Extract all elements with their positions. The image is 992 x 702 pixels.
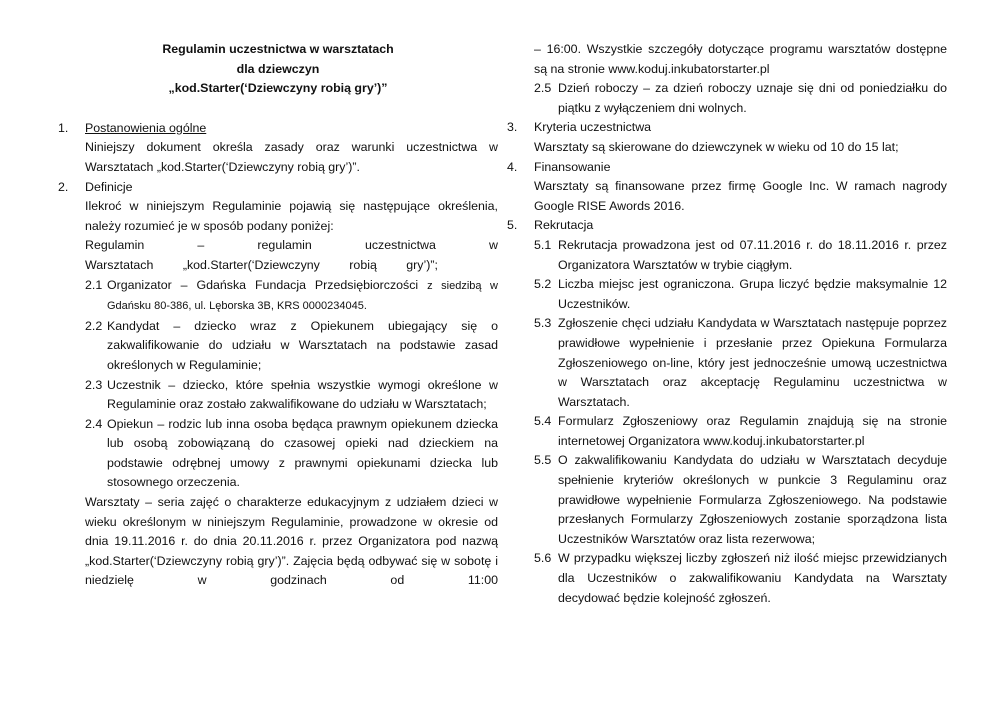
section-heading: Kryteria uczestnictwa	[534, 120, 652, 135]
section-heading: Rekrutacja	[534, 218, 594, 233]
item-text-small: z siedzibą w Gdańsku 80-386, ul. Lęborska 3B, KRS 0000234045.	[107, 279, 498, 313]
item-number: 2.4	[85, 416, 103, 431]
item-number: 2.2	[85, 318, 103, 333]
item-number: 2.1	[85, 277, 103, 292]
item-text: Kandydat – dziecko wraz z Opiekunem ubiegający się o zakwalifikowanie do udziału w Warsztatach na podstawie zasad określonych w Regulaminie;	[107, 318, 498, 372]
section-4	[507, 158, 947, 217]
rekrutacja-item	[507, 451, 947, 549]
item-text: Uczestnik – dziecko, które spełnia wszystkie wymogi określone w Regulaminie oraz zostało zakwalifikowane do udziału w Warsztatach;	[107, 377, 498, 412]
section-heading: Definicje	[85, 179, 133, 194]
item-text: Opiekun – rodzic lub inna osoba będąca prawnym opiekunem dziecka lub osobą zobowiązaną do czasowej opieki nad dzieckiem na podstawie odrębnej umowy z prawnymi opiekunami dziecka lub stosownego orzeczenia.	[107, 416, 498, 490]
definition-item	[58, 376, 498, 415]
section-3	[507, 118, 947, 157]
section-number: 3.	[507, 120, 518, 135]
item-text: Rekrutacja prowadzona jest od 07.11.2016 r. do 18.11.2016 r. przez Organizatora Warsztatów w trybie ciągłym.	[558, 237, 947, 272]
item-text: Liczba miejsc jest ograniczona. Grupa liczyć będzie maksymalnie 12 Uczestników.	[558, 277, 947, 311]
title-line-1: Regulamin uczestnictwa w warsztatach	[162, 42, 394, 56]
section-5	[507, 216, 947, 236]
item-text: Formularz Zgłoszeniowy oraz Regulamin znajdują się na stronie internetowej Organizatora www.koduj.inkubatorstarter.pl	[558, 414, 947, 448]
section-text: Niniejszy dokument określa zasady oraz warunki uczestnictwa w Warsztatach „kod.Starter(‘Dziewczyny robią gry’)”.	[85, 140, 498, 174]
section-number: 5.	[507, 218, 518, 233]
item-number: 5.2	[534, 277, 552, 292]
item-number: 2.3	[85, 377, 103, 392]
definition-warsztaty-continued	[507, 40, 947, 79]
item-number: 5.6	[534, 551, 552, 566]
title-line-2: dla dziewczyn	[236, 61, 320, 76]
definition-item	[58, 415, 498, 493]
definition-warsztaty: Warsztaty – seria zajęć o charakterze edukacyjnym z udziałem dzieci w wieku określonym w niniejszym Regulaminie, prowadzone w okresie od dnia 19.11.2016 r. do dnia 20.11.2016 r. przez Organizatora pod nazwą „kod.Starter(‘Dziewczyny robią gry’)”. Zajęcia będą odbywać się w sobotę i niedzielę w godzinach od 11:00	[85, 495, 498, 588]
definition-regulamin: Regulamin – regulamin uczestnictwa w Warsztatach „kod.Starter(‘Dziewczyny robią gry’)”;	[85, 238, 498, 272]
item-number: 5.1	[534, 237, 552, 252]
item-text: Dzień roboczy – za dzień roboczy uznaje się dni od poniedziałku do piątku z wyłączeniem dni wolnych.	[558, 81, 947, 115]
section-number: 4.	[507, 159, 518, 174]
rekrutacja-item	[507, 549, 947, 608]
definition-warsztaty-cont: – 16:00. Wszystkie szczegóły dotyczące programu warsztatów dostępne są na stronie www.koduj.inkubatorstarter.pl	[534, 42, 947, 76]
rekrutacja-item	[507, 275, 947, 314]
item-text: Organizator – Gdańska Fundacja Przedsiębiorczości	[107, 277, 419, 292]
section-1	[58, 119, 498, 178]
definition-item	[507, 79, 947, 118]
definitions-intro: Ilekroć w niniejszym Regulaminie pojawią się następujące określenia, należy rozumieć je w sposób podany poniżej:	[85, 199, 498, 233]
section-heading: Postanowienia ogólne	[85, 120, 207, 135]
item-text: W przypadku większej liczby zgłoszeń niż ilość miejsc przewidzianych dla Uczestników o zakwalifikowaniu Kandydata na Warsztaty decydować będzie kolejność zgłoszeń.	[558, 551, 947, 605]
item-number: 5.3	[534, 316, 552, 331]
section-text: Warsztaty są finansowane przez firmę Google Inc. W ramach nagrody Google RISE Awords 2016.	[534, 179, 947, 213]
section-number: 2.	[58, 179, 69, 194]
definition-item	[58, 317, 498, 376]
rekrutacja-item	[507, 412, 947, 451]
rekrutacja-item	[507, 314, 947, 412]
item-number: 5.5	[534, 453, 552, 468]
section-number: 1.	[58, 120, 69, 135]
item-number: 2.5	[534, 81, 552, 96]
definition-warsztaty-block	[58, 493, 498, 591]
item-number: 5.4	[534, 414, 552, 429]
definition-item	[58, 276, 498, 317]
section-heading: Finansowanie	[534, 159, 611, 174]
title-line-3: „kod.Starter(‘Dziewczyny robią gry’)”	[168, 81, 388, 96]
document-title	[58, 40, 498, 99]
rekrutacja-item	[507, 236, 947, 275]
item-text: O zakwalifikowaniu Kandydata do udziału w Warsztatach decyduje spełnienie kryteriów określonych w punkcie 3 Regulaminu oraz prawidłowe wypełnienie Formularza Zgłoszeniowego. Na podstawie przesłanych Formularzy Zgłoszeniowych zostanie sporządzona lista Uczestników Warsztatów oraz lista rezerwowa;	[558, 453, 947, 546]
section-2	[58, 178, 498, 276]
left-column	[58, 40, 498, 591]
right-column	[507, 40, 947, 608]
section-text: Warsztaty są skierowane do dziewczynek w wieku od 10 do 15 lat;	[534, 139, 899, 154]
item-text: Zgłoszenie chęci udziału Kandydata w Warsztatach następuje poprzez prawidłowe wypełnienie i przesłanie przez Opiekuna Formularza Zgłoszeniowego on-line, który jest jednocześnie umową uczestnictwa w Warsztatach oraz akceptację Regulaminu uczestnictwa w Warsztatach.	[558, 316, 947, 409]
